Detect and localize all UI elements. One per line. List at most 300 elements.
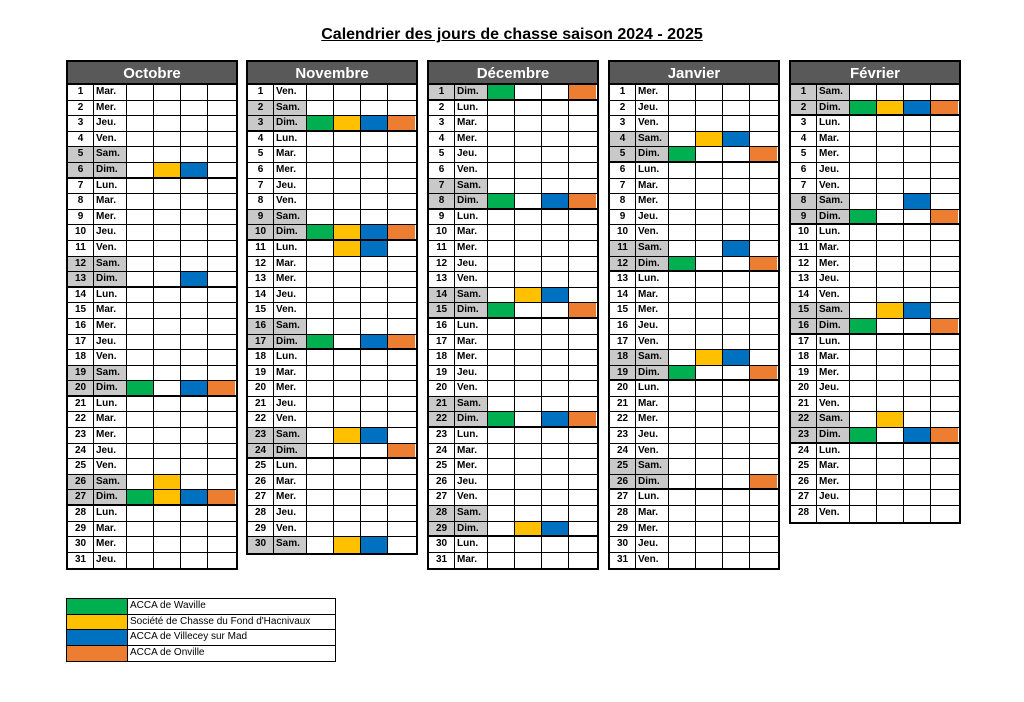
weekday-label: Dim. <box>817 428 850 442</box>
hunt-slot <box>334 147 361 162</box>
day-row <box>429 147 597 163</box>
day-row <box>68 366 236 382</box>
weekday-label: Mar. <box>817 459 850 474</box>
hunt-slot <box>723 116 750 131</box>
hunt-slot <box>696 475 723 489</box>
hunt-slot <box>127 241 154 256</box>
weekday-label: Jeu. <box>455 366 488 381</box>
day-row <box>610 179 778 195</box>
hunt-slot <box>669 179 696 194</box>
day-number: 26 <box>68 475 94 490</box>
day-number: 27 <box>68 490 94 504</box>
hunt-slot <box>154 444 181 459</box>
hunt-slot <box>904 459 931 474</box>
weekday-label: Jeu. <box>94 335 127 350</box>
hunt-slot <box>154 475 181 490</box>
day-row <box>429 459 597 475</box>
hunt-slot <box>127 553 154 569</box>
weekday-label: Mer. <box>455 459 488 474</box>
day-row <box>68 319 236 335</box>
hunt-slot <box>181 194 208 209</box>
day-number: 9 <box>68 210 94 225</box>
hunt-slot <box>931 116 958 131</box>
day-row <box>68 412 236 428</box>
hunt-slot <box>334 444 361 458</box>
day-number: 24 <box>610 444 636 459</box>
weekday-label: Mar. <box>94 303 127 318</box>
hunt-slot <box>208 272 235 286</box>
day-number: 21 <box>248 397 274 412</box>
hunt-slot <box>515 85 542 99</box>
hunt-slot <box>488 179 515 194</box>
legend-label: Société de Chasse du Fond d'Hacnivaux <box>130 615 311 627</box>
hunt-slot <box>307 303 334 318</box>
day-row <box>248 335 416 351</box>
hunt-slot <box>750 241 777 256</box>
hunt-slot <box>154 288 181 303</box>
day-number: 27 <box>791 490 817 505</box>
day-number: 5 <box>248 147 274 162</box>
hunt-slot <box>181 257 208 272</box>
hunt-slot <box>181 179 208 194</box>
day-row <box>248 288 416 304</box>
hunt-slot <box>669 506 696 521</box>
day-row <box>610 506 778 522</box>
hunt-slot <box>750 459 777 474</box>
hunt-slot <box>750 412 777 427</box>
day-number: 24 <box>429 444 455 459</box>
hunt-slot <box>307 132 334 147</box>
day-row <box>248 179 416 195</box>
hunt-slot <box>750 335 777 350</box>
weekday-label: Sam. <box>817 412 850 427</box>
hunt-slot <box>542 366 569 381</box>
hunt-slot <box>931 506 958 522</box>
hunt-slot <box>127 132 154 147</box>
weekday-label: Mar. <box>274 147 307 162</box>
day-number: 4 <box>791 132 817 147</box>
hunt-slot <box>208 194 235 209</box>
day-number: 25 <box>248 459 274 474</box>
hunt-slot <box>669 553 696 569</box>
day-number: 16 <box>429 319 455 334</box>
hunt-slot <box>181 397 208 412</box>
day-number: 1 <box>68 85 94 100</box>
hunt-slot <box>334 179 361 194</box>
day-number: 28 <box>68 506 94 521</box>
weekday-label: Mer. <box>94 319 127 334</box>
hunt-slot <box>750 116 777 131</box>
hunt-slot <box>181 163 208 177</box>
hunt-slot <box>307 366 334 381</box>
hunt-slot <box>388 132 415 147</box>
weekday-label: Mar. <box>455 444 488 459</box>
weekday-label: Ven. <box>636 116 669 131</box>
day-number: 6 <box>248 163 274 178</box>
day-number: 16 <box>68 319 94 334</box>
hunt-slot <box>334 490 361 505</box>
hunt-slot <box>750 132 777 147</box>
hunt-slot <box>307 272 334 287</box>
day-number: 7 <box>429 179 455 194</box>
day-row <box>610 303 778 319</box>
hunt-slot <box>669 210 696 225</box>
hunt-slot <box>154 319 181 334</box>
hunt-slot <box>569 397 596 412</box>
day-number: 29 <box>68 522 94 537</box>
day-row <box>429 210 597 226</box>
hunt-slot <box>127 459 154 474</box>
hunt-slot <box>696 288 723 303</box>
hunt-slot <box>515 163 542 178</box>
day-number: 26 <box>791 475 817 490</box>
hunt-slot <box>696 350 723 365</box>
hunt-slot <box>181 319 208 334</box>
hunt-slot <box>669 350 696 365</box>
day-number: 26 <box>610 475 636 489</box>
day-number: 10 <box>791 225 817 240</box>
weekday-label: Mer. <box>636 412 669 427</box>
hunt-slot <box>696 272 723 287</box>
day-row <box>610 116 778 132</box>
hunt-slot <box>361 444 388 458</box>
hunt-slot <box>388 522 415 537</box>
day-number: 20 <box>248 381 274 396</box>
hunt-slot <box>542 444 569 459</box>
day-number: 10 <box>610 225 636 240</box>
weekday-label: Sam. <box>636 350 669 365</box>
day-number: 24 <box>248 444 274 458</box>
hunt-slot <box>208 381 235 395</box>
day-row <box>68 147 236 163</box>
day-row <box>68 101 236 117</box>
hunt-slot <box>669 319 696 334</box>
hunt-slot <box>154 350 181 365</box>
day-number: 4 <box>610 132 636 147</box>
hunt-slot <box>154 225 181 240</box>
hunt-slot <box>750 475 777 489</box>
hunt-slot <box>542 210 569 225</box>
hunt-slot <box>127 428 154 443</box>
hunt-slot <box>850 116 877 131</box>
hunt-slot <box>154 241 181 256</box>
hunt-slot <box>488 101 515 116</box>
hunt-slot <box>208 553 235 569</box>
hunt-slot <box>127 225 154 240</box>
day-number: 11 <box>791 241 817 256</box>
legend-swatch <box>67 646 128 662</box>
hunt-slot <box>931 147 958 162</box>
hunt-slot <box>850 194 877 209</box>
hunt-slot <box>208 288 235 303</box>
day-number: 3 <box>429 116 455 131</box>
day-number: 1 <box>429 85 455 99</box>
day-number: 15 <box>68 303 94 318</box>
weekday-label: Mar. <box>94 522 127 537</box>
hunt-slot <box>515 288 542 303</box>
hunt-slot <box>388 506 415 521</box>
day-row <box>791 116 959 132</box>
hunt-slot <box>127 194 154 209</box>
weekday-label: Ven. <box>636 444 669 459</box>
hunt-slot <box>154 303 181 318</box>
hunt-slot <box>904 506 931 522</box>
hunt-slot <box>723 350 750 365</box>
hunt-slot <box>723 428 750 443</box>
day-row <box>68 210 236 226</box>
hunt-slot <box>334 163 361 178</box>
hunt-slot <box>542 303 569 317</box>
hunt-slot <box>931 412 958 427</box>
hunt-slot <box>931 101 958 115</box>
day-row <box>68 475 236 491</box>
hunt-slot <box>931 428 958 442</box>
weekday-label: Lun. <box>274 132 307 147</box>
day-number: 6 <box>610 163 636 178</box>
hunt-slot <box>388 194 415 209</box>
day-number: 1 <box>791 85 817 100</box>
day-number: 20 <box>610 381 636 396</box>
day-number: 3 <box>610 116 636 131</box>
hunt-slot <box>334 459 361 474</box>
hunt-slot <box>931 132 958 147</box>
day-row <box>610 490 778 506</box>
hunt-slot <box>850 179 877 194</box>
day-row <box>429 475 597 491</box>
day-number: 2 <box>68 101 94 116</box>
hunt-slot <box>723 163 750 178</box>
hunt-slot <box>488 194 515 208</box>
weekday-label: Dim. <box>455 303 488 317</box>
day-number: 25 <box>68 459 94 474</box>
hunt-slot <box>877 116 904 131</box>
legend-item <box>67 630 335 646</box>
day-number: 7 <box>68 179 94 194</box>
hunt-slot <box>696 241 723 256</box>
day-row <box>610 101 778 117</box>
hunt-slot <box>127 85 154 100</box>
day-number: 22 <box>68 412 94 427</box>
day-row <box>248 506 416 522</box>
day-row <box>248 163 416 179</box>
weekday-label: Mar. <box>274 366 307 381</box>
hunt-slot <box>723 210 750 225</box>
hunt-slot <box>334 132 361 147</box>
day-number: 12 <box>68 257 94 272</box>
day-row <box>68 303 236 319</box>
day-number: 12 <box>429 257 455 272</box>
page-title: Calendrier des jours de chasse saison 2024 - 2025 <box>321 26 703 43</box>
hunt-slot <box>307 381 334 396</box>
hunt-slot <box>515 490 542 505</box>
hunt-slot <box>361 428 388 443</box>
hunt-slot <box>515 428 542 443</box>
day-number: 4 <box>248 132 274 147</box>
day-number: 19 <box>791 366 817 381</box>
day-row <box>248 116 416 132</box>
hunt-slot <box>850 288 877 303</box>
hunt-slot <box>388 428 415 443</box>
weekday-label: Mer. <box>274 381 307 396</box>
hunt-slot <box>127 210 154 225</box>
day-row <box>429 288 597 304</box>
hunt-slot <box>669 444 696 459</box>
hunt-slot <box>850 475 877 490</box>
hunt-slot <box>127 506 154 521</box>
day-row <box>791 210 959 226</box>
hunt-slot <box>515 553 542 569</box>
day-number: 23 <box>429 428 455 443</box>
day-row <box>791 475 959 491</box>
hunt-slot <box>334 303 361 318</box>
hunt-slot <box>569 85 596 99</box>
hunt-slot <box>877 444 904 459</box>
hunt-slot <box>750 225 777 240</box>
hunt-slot <box>750 85 777 100</box>
weekday-label: Lun. <box>274 459 307 474</box>
day-row <box>68 459 236 475</box>
day-number: 20 <box>791 381 817 396</box>
hunt-slot <box>388 303 415 318</box>
hunt-slot <box>361 350 388 365</box>
hunt-slot <box>904 225 931 240</box>
weekday-label: Lun. <box>455 319 488 334</box>
hunt-slot <box>669 522 696 537</box>
weekday-label: Dim. <box>636 147 669 161</box>
weekday-label: Sam. <box>274 210 307 225</box>
day-number: 15 <box>610 303 636 318</box>
hunt-slot <box>723 272 750 287</box>
weekday-label: Mer. <box>817 366 850 381</box>
hunt-slot <box>307 147 334 162</box>
hunt-slot <box>669 428 696 443</box>
month-title: Novembre <box>248 62 416 85</box>
weekday-label: Jeu. <box>636 319 669 334</box>
hunt-slot <box>696 147 723 161</box>
day-number: 20 <box>429 381 455 396</box>
hunt-slot <box>307 350 334 365</box>
hunt-slot <box>723 85 750 100</box>
day-row <box>791 147 959 163</box>
weekday-label: Mer. <box>817 475 850 490</box>
hunt-slot <box>723 241 750 256</box>
hunt-slot <box>877 366 904 381</box>
day-row <box>248 257 416 273</box>
day-row <box>68 272 236 288</box>
day-row <box>791 506 959 522</box>
hunt-slot <box>750 366 777 380</box>
hunt-slot <box>877 459 904 474</box>
hunt-slot <box>488 381 515 396</box>
weekday-label: Ven. <box>94 241 127 256</box>
hunt-slot <box>696 459 723 474</box>
day-row <box>68 288 236 304</box>
day-number: 30 <box>610 537 636 552</box>
hunt-slot <box>334 210 361 225</box>
day-number: 18 <box>429 350 455 365</box>
hunt-slot <box>127 335 154 350</box>
hunt-slot <box>696 397 723 412</box>
hunt-slot <box>542 506 569 521</box>
day-row <box>610 194 778 210</box>
hunt-slot <box>904 85 931 100</box>
day-row <box>248 272 416 288</box>
hunt-slot <box>307 116 334 130</box>
hunt-slot <box>750 350 777 365</box>
weekday-label: Mar. <box>636 506 669 521</box>
legend-item <box>67 599 335 615</box>
hunt-slot <box>307 241 334 256</box>
hunt-slot <box>488 553 515 569</box>
month-2 <box>427 60 599 570</box>
hunt-slot <box>181 147 208 162</box>
hunt-slot <box>181 506 208 521</box>
day-row <box>791 459 959 475</box>
weekday-label: Mar. <box>94 412 127 427</box>
hunt-slot <box>127 319 154 334</box>
day-row <box>610 553 778 569</box>
hunt-slot <box>208 132 235 147</box>
weekday-label: Mer. <box>636 194 669 209</box>
hunt-slot <box>361 179 388 194</box>
weekday-label: Ven. <box>636 335 669 350</box>
hunt-slot <box>904 490 931 505</box>
hunt-slot <box>154 428 181 443</box>
day-number: 17 <box>429 335 455 350</box>
day-number: 6 <box>791 163 817 178</box>
day-row <box>68 163 236 179</box>
hunt-slot <box>307 288 334 303</box>
hunt-slot <box>696 210 723 225</box>
hunt-slot <box>515 475 542 490</box>
hunt-slot <box>488 257 515 272</box>
hunt-slot <box>750 288 777 303</box>
weekday-label: Lun. <box>455 537 488 552</box>
hunt-slot <box>750 490 777 505</box>
hunt-slot <box>542 132 569 147</box>
hunt-slot <box>696 225 723 240</box>
weekday-label: Lun. <box>94 179 127 194</box>
weekday-label: Ven. <box>455 272 488 287</box>
hunt-slot <box>208 522 235 537</box>
month-title: Février <box>791 62 959 85</box>
day-row <box>68 350 236 366</box>
legend <box>66 598 336 662</box>
hunt-slot <box>850 366 877 381</box>
day-row <box>68 194 236 210</box>
hunt-slot <box>208 241 235 256</box>
hunt-slot <box>307 537 334 553</box>
hunt-slot <box>515 319 542 334</box>
hunt-slot <box>569 225 596 240</box>
weekday-label: Mar. <box>636 288 669 303</box>
hunt-slot <box>542 459 569 474</box>
hunt-slot <box>850 490 877 505</box>
hunt-slot <box>904 428 931 442</box>
hunt-slot <box>750 272 777 287</box>
hunt-slot <box>750 522 777 537</box>
hunt-slot <box>515 147 542 162</box>
hunt-slot <box>307 490 334 505</box>
hunt-slot <box>127 147 154 162</box>
day-row <box>429 319 597 335</box>
day-number: 4 <box>429 132 455 147</box>
weekday-label: Sam. <box>817 303 850 318</box>
hunt-slot <box>569 444 596 459</box>
hunt-slot <box>388 85 415 100</box>
hunt-slot <box>515 537 542 552</box>
day-number: 27 <box>610 490 636 505</box>
